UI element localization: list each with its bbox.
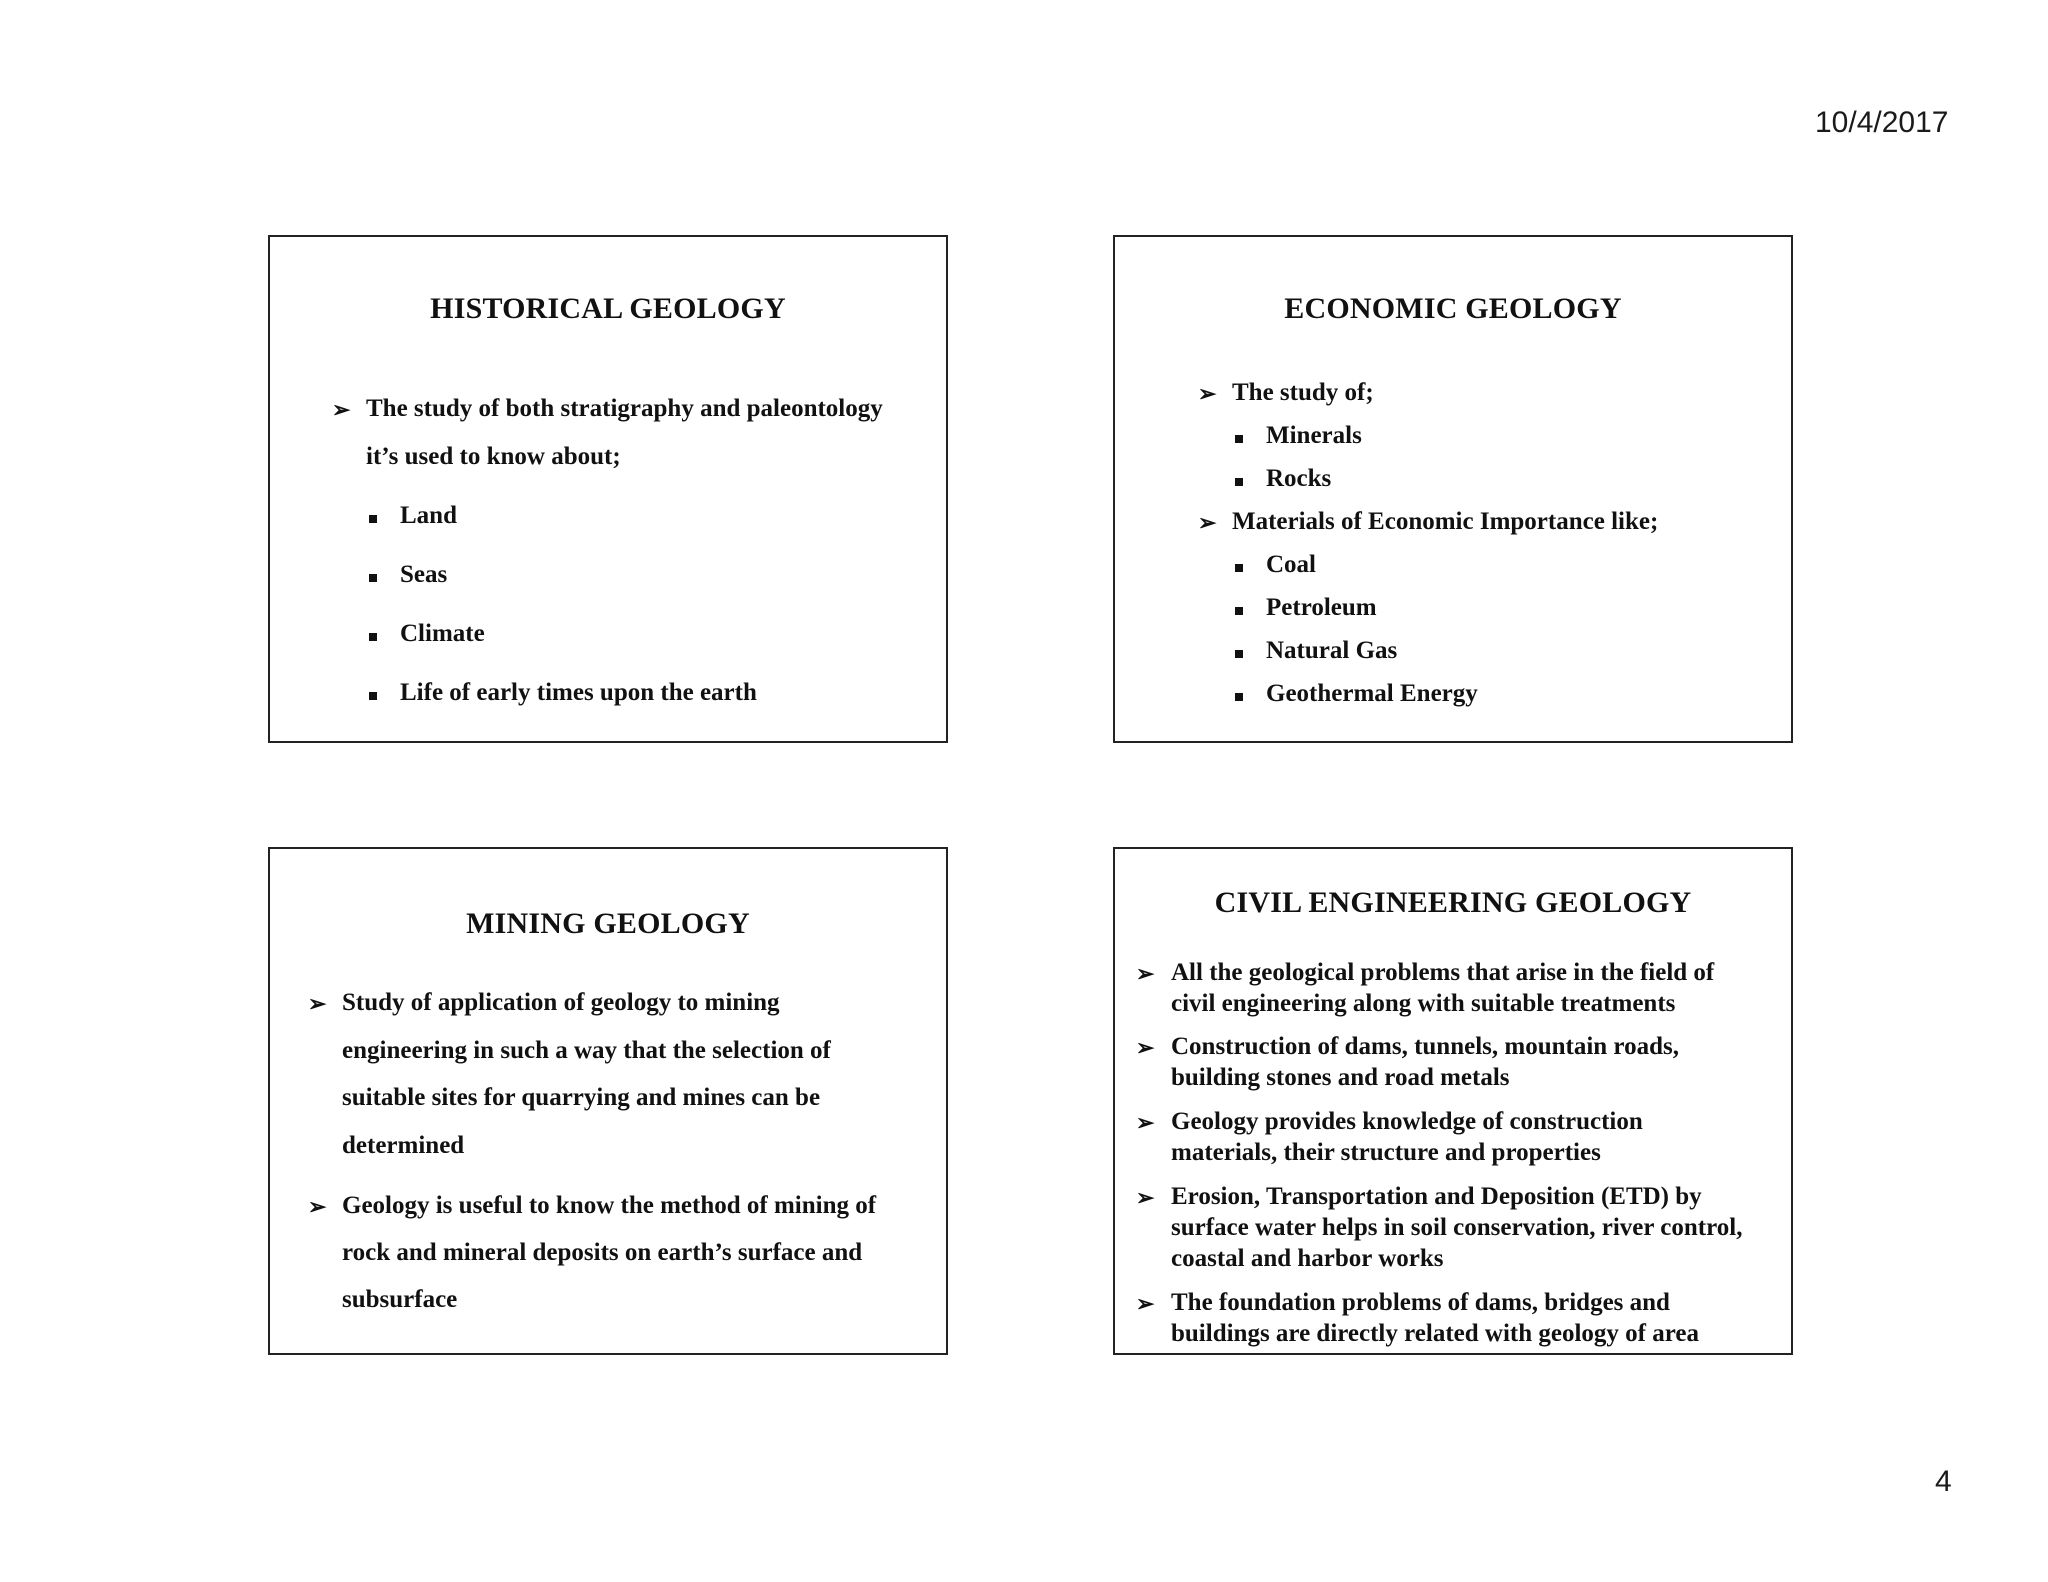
arrow-bullet-icon: ➢ xyxy=(308,991,327,1016)
page-date: 10/4/2017 xyxy=(1815,106,1949,139)
square-bullet-icon xyxy=(1235,435,1243,443)
slide-title: MINING GEOLOGY xyxy=(466,907,750,940)
square-bullet-icon xyxy=(369,692,377,700)
bullet-line: engineering in such a way that the selection of xyxy=(342,1037,831,1064)
arrow-bullet-icon: ➢ xyxy=(1198,381,1217,406)
slide-economic-geology xyxy=(1113,235,1793,743)
bullet-line: The study of both stratigraphy and paleontology xyxy=(366,395,883,422)
bullet-line: All the geological problems that arise in the field of xyxy=(1171,959,1715,986)
bullet-line: Geology provides knowledge of construction xyxy=(1171,1108,1643,1135)
bullet-line: buildings are directly related with geology of area xyxy=(1171,1320,1699,1347)
sub-item: Climate xyxy=(400,620,485,647)
bullet-line: Study of application of geology to mining xyxy=(342,989,780,1016)
bullet-line: Construction of dams, tunnels, mountain roads, xyxy=(1171,1033,1679,1060)
sub-item: Minerals xyxy=(1266,422,1362,449)
sub-item: Life of early times upon the earth xyxy=(400,679,757,706)
square-bullet-icon xyxy=(369,574,377,582)
bullet-line: The foundation problems of dams, bridges and xyxy=(1171,1289,1670,1316)
slide-mining-geology xyxy=(268,847,948,1355)
bullet-line: rock and mineral deposits on earth’s surface and xyxy=(342,1239,863,1266)
sub-item: Petroleum xyxy=(1266,594,1377,621)
slide-civil-engineering-geology xyxy=(1113,847,1793,1355)
square-bullet-icon xyxy=(1235,693,1243,701)
square-bullet-icon xyxy=(369,515,377,523)
square-bullet-icon xyxy=(369,633,377,641)
slide-historical-geology xyxy=(268,235,948,743)
square-bullet-icon xyxy=(1235,478,1243,486)
slide-title: HISTORICAL GEOLOGY xyxy=(430,292,786,325)
arrow-bullet-icon: ➢ xyxy=(308,1194,327,1219)
sub-item: Natural Gas xyxy=(1266,637,1398,664)
bullet-line: coastal and harbor works xyxy=(1171,1245,1444,1272)
arrow-bullet-icon: ➢ xyxy=(1136,961,1155,986)
bullet-line: Geology is useful to know the method of mining of xyxy=(342,1192,877,1219)
arrow-bullet-icon: ➢ xyxy=(1136,1110,1155,1135)
bullet-line: determined xyxy=(342,1132,465,1159)
arrow-bullet-icon: ➢ xyxy=(1136,1291,1155,1316)
bullet-text: Materials of Economic Importance like; xyxy=(1232,508,1659,535)
arrow-bullet-icon: ➢ xyxy=(1198,510,1217,535)
slide-title: ECONOMIC GEOLOGY xyxy=(1284,292,1622,325)
bullet-line: materials, their structure and properties xyxy=(1171,1139,1601,1166)
bullet-line: civil engineering along with suitable treatments xyxy=(1171,990,1676,1017)
bullet-line: building stones and road metals xyxy=(1171,1064,1510,1091)
bullet-text: The study of; xyxy=(1232,379,1374,406)
bullet-line: surface water helps in soil conservation, river control, xyxy=(1171,1214,1743,1241)
slide-title: CIVIL ENGINEERING GEOLOGY xyxy=(1214,886,1692,919)
square-bullet-icon xyxy=(1235,650,1243,658)
bullet-line: subsurface xyxy=(342,1286,458,1313)
square-bullet-icon xyxy=(1235,607,1243,615)
sub-item: Coal xyxy=(1266,551,1316,578)
bullet-line: it’s used to know about; xyxy=(366,443,621,470)
sub-item: Land xyxy=(400,502,457,529)
page-number: 4 xyxy=(1935,1465,1952,1498)
sub-item: Geothermal Energy xyxy=(1266,680,1478,707)
sub-item: Seas xyxy=(400,561,448,588)
square-bullet-icon xyxy=(1235,564,1243,572)
arrow-bullet-icon: ➢ xyxy=(1136,1035,1155,1060)
arrow-bullet-icon: ➢ xyxy=(332,397,351,422)
bullet-line: suitable sites for quarrying and mines can be xyxy=(342,1084,821,1111)
arrow-bullet-icon: ➢ xyxy=(1136,1185,1155,1210)
sub-item: Rocks xyxy=(1266,465,1332,492)
bullet-line: Erosion, Transportation and Deposition (ETD) by xyxy=(1171,1183,1702,1210)
